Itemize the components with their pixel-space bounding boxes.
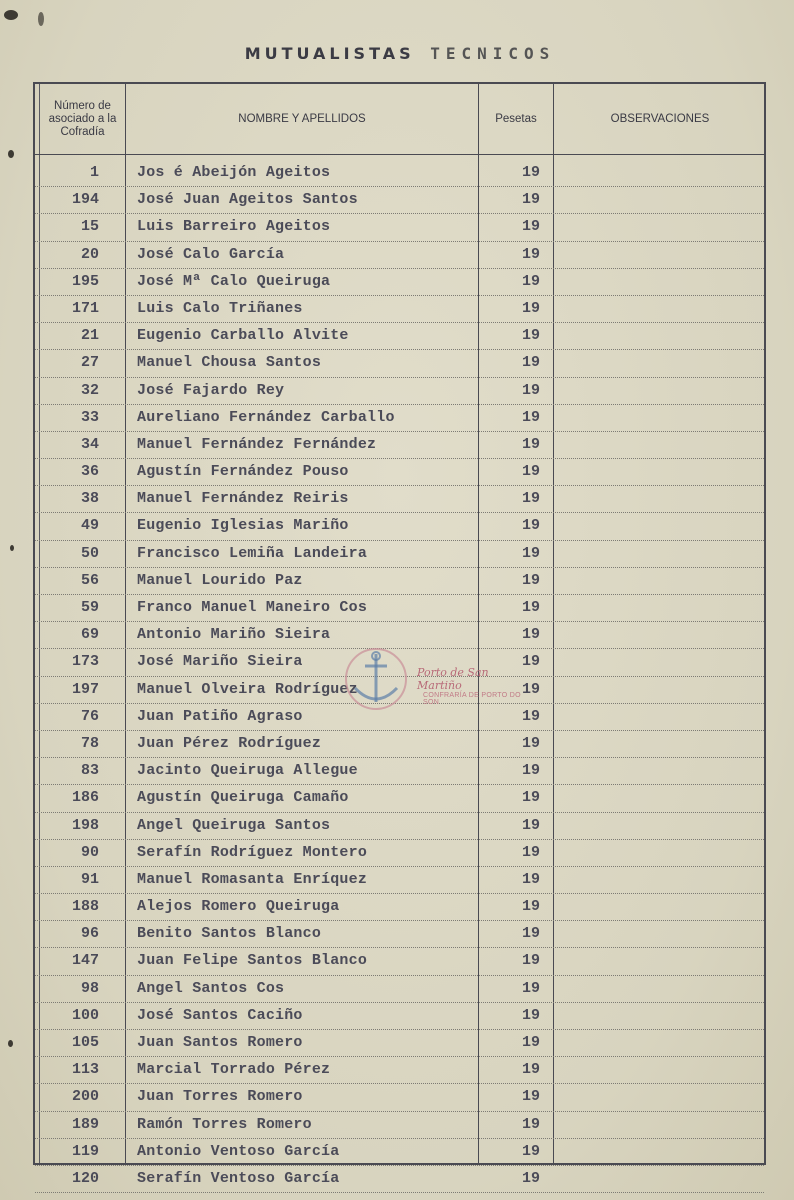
row-pesetas: 19	[521, 1169, 540, 1187]
header-divider	[35, 154, 764, 155]
row-pesetas: 19	[521, 1006, 540, 1024]
table-row	[35, 459, 764, 486]
row-number: 69	[80, 626, 99, 644]
row-name: José Mª Calo Queiruga	[137, 272, 331, 290]
table-row	[35, 1112, 764, 1139]
table-row	[35, 350, 764, 377]
row-pesetas: 19	[521, 299, 540, 317]
row-number: 38	[80, 490, 99, 508]
stamp-subtext: CONFRARÍA DE PORTO DO SON	[423, 692, 521, 706]
row-pesetas: 19	[521, 354, 540, 372]
row-pesetas: 19	[521, 571, 540, 589]
row-pesetas: 19	[521, 925, 540, 943]
row-name: Manuel Lourido Paz	[137, 571, 303, 589]
row-name: Jos é Abeijón Ageitos	[137, 164, 331, 181]
row-number: 197	[71, 680, 99, 698]
row-name: Angel Queiruga Santos	[137, 816, 331, 834]
row-pesetas: 19	[521, 164, 540, 181]
table-row	[35, 323, 764, 350]
table-row	[35, 214, 764, 241]
table-row	[35, 541, 764, 568]
table-row	[35, 867, 764, 894]
table-row	[35, 894, 764, 921]
punch-mark	[8, 150, 14, 158]
row-pesetas: 19	[521, 626, 540, 644]
row-number: 120	[71, 1169, 99, 1187]
row-number: 56	[80, 571, 99, 589]
row-number: 83	[80, 762, 99, 780]
row-name: Marcial Torrado Pérez	[137, 1061, 331, 1079]
row-pesetas: 19	[521, 463, 540, 481]
row-pesetas: 19	[521, 1061, 540, 1079]
header-observaciones: OBSERVACIONES	[610, 112, 710, 125]
row-number: 173	[71, 653, 99, 671]
table-row	[35, 758, 764, 785]
row-name: Eugenio Carballo Alvite	[137, 327, 349, 345]
row-pesetas: 19	[521, 898, 540, 916]
table-row	[35, 296, 764, 323]
row-name: Agustín Fernández Pouso	[137, 463, 349, 481]
row-name: Manuel Chousa Santos	[137, 354, 322, 372]
title-typed: TECNICOS	[430, 44, 556, 63]
row-pesetas: 19	[521, 245, 540, 263]
row-name: Franco Manuel Maneiro Cos	[137, 599, 368, 616]
row-pesetas: 19	[521, 218, 540, 236]
row-pesetas: 19	[521, 870, 540, 888]
row-number: 195	[71, 272, 99, 290]
row-number: 188	[71, 898, 99, 916]
row-pesetas: 19	[521, 435, 540, 453]
row-number: 49	[80, 517, 99, 535]
row-pesetas: 19	[521, 1088, 540, 1106]
table-row	[35, 731, 764, 758]
row-name: Antonio Mariño Sieira	[137, 626, 331, 644]
row-pesetas: 19	[521, 1142, 540, 1160]
row-name: Alejos Romero Queiruga	[137, 898, 340, 916]
row-number: 200	[71, 1088, 99, 1106]
row-name: José Fajardo Rey	[137, 381, 285, 399]
table-row	[35, 160, 764, 187]
row-number: 36	[80, 463, 99, 481]
row-name: Eugenio Iglesias Mariño	[137, 517, 349, 535]
row-pesetas: 19	[521, 707, 540, 725]
row-pesetas: 19	[521, 1034, 540, 1051]
row-name: Aureliano Fernández Carballo	[137, 408, 395, 426]
stamp-text: Porto de San Martiño	[417, 666, 489, 692]
table-row	[35, 513, 764, 540]
row-pesetas: 19	[521, 816, 540, 834]
table-row	[35, 1057, 764, 1084]
row-number: 105	[71, 1034, 99, 1051]
row-number: 147	[71, 952, 99, 970]
row-number: 78	[80, 734, 99, 752]
punch-mark	[10, 545, 14, 551]
anchor-icon	[341, 644, 411, 714]
ink-stain	[38, 12, 44, 26]
institution-stamp	[341, 644, 521, 714]
table-row	[35, 432, 764, 459]
table-row	[35, 1030, 764, 1057]
row-pesetas: 19	[521, 680, 540, 698]
punch-mark	[8, 1040, 13, 1047]
row-number: 15	[80, 218, 99, 236]
row-number: 98	[80, 979, 99, 997]
row-number: 33	[80, 408, 99, 426]
row-name: Antonio Ventoso García	[137, 1142, 340, 1160]
row-number: 90	[80, 843, 99, 861]
row-number: 34	[80, 435, 99, 453]
row-number: 59	[80, 599, 99, 616]
table-row	[35, 187, 764, 214]
row-number: 189	[71, 1115, 99, 1133]
row-pesetas: 19	[521, 327, 540, 345]
row-pesetas: 19	[521, 544, 540, 562]
row-name: Agustín Queiruga Camaño	[137, 789, 349, 807]
row-name: Luis Calo Triñanes	[137, 299, 303, 317]
row-number: 76	[80, 707, 99, 725]
row-name: Angel Santos Cos	[137, 979, 285, 997]
table-row	[35, 785, 764, 812]
row-number: 20	[80, 245, 99, 263]
header-nombre: NOMBRE Y APELLIDOS	[238, 112, 366, 125]
members-table	[33, 82, 766, 1187]
row-pesetas: 19	[521, 843, 540, 861]
row-number: 100	[71, 1006, 99, 1024]
row-name: José Calo García	[137, 245, 285, 263]
table-row	[35, 976, 764, 1003]
table-row	[35, 269, 764, 296]
title-main: MUTUALISTAS	[244, 44, 415, 63]
header-pesetas: Pesetas	[495, 112, 537, 125]
table-row	[35, 378, 764, 405]
row-pesetas: 19	[521, 789, 540, 807]
page-title	[0, 44, 794, 63]
row-number: 91	[80, 870, 99, 888]
row-name: José Santos Caciño	[137, 1006, 303, 1024]
table-row	[35, 921, 764, 948]
row-number: 32	[80, 381, 99, 399]
row-pesetas: 19	[521, 1115, 540, 1133]
row-number: 1	[89, 164, 99, 181]
table-row	[35, 486, 764, 513]
row-pesetas: 19	[521, 517, 540, 535]
row-name: José Mariño Sieira	[137, 653, 303, 671]
table-row	[35, 405, 764, 432]
table-row	[35, 1139, 764, 1166]
table-row	[35, 1084, 764, 1111]
row-name: Jacinto Queiruga Allegue	[137, 762, 358, 780]
row-name: Juan Santos Romero	[137, 1034, 303, 1051]
table-row	[35, 1003, 764, 1030]
row-name: Manuel Olveira Rodríguez	[137, 680, 358, 698]
row-name: Juan Torres Romero	[137, 1088, 303, 1106]
table-row	[35, 1166, 764, 1193]
row-name: Benito Santos Blanco	[137, 925, 322, 943]
row-number: 96	[80, 925, 99, 943]
row-name: Juan Pérez Rodríguez	[137, 734, 322, 752]
row-name: Ramón Torres Romero	[137, 1115, 312, 1133]
row-number: 119	[71, 1142, 99, 1160]
table-row	[35, 840, 764, 867]
row-name: Luis Barreiro Ageitos	[137, 218, 331, 236]
row-pesetas: 19	[521, 979, 540, 997]
row-number: 194	[71, 191, 99, 209]
row-name: Juan Felipe Santos Blanco	[137, 952, 368, 970]
row-pesetas: 19	[521, 272, 540, 290]
row-number: 27	[80, 354, 99, 372]
row-name: Juan Patiño Agraso	[137, 707, 303, 725]
row-number: 198	[71, 816, 99, 834]
row-pesetas: 19	[521, 762, 540, 780]
row-number: 50	[80, 544, 99, 562]
table-row	[35, 813, 764, 840]
row-pesetas: 19	[521, 952, 540, 970]
table-row	[35, 595, 764, 622]
table-row	[35, 242, 764, 269]
row-name: José Juan Ageitos Santos	[137, 191, 358, 209]
ink-stain	[4, 10, 18, 20]
row-name: Serafín Rodríguez Montero	[137, 843, 368, 861]
row-pesetas: 19	[521, 408, 540, 426]
row-number: 186	[71, 789, 99, 807]
row-name: Francisco Lemiña Landeira	[137, 544, 368, 562]
row-pesetas: 19	[521, 653, 540, 671]
row-number: 113	[71, 1061, 99, 1079]
row-name: Manuel Romasanta Enríquez	[137, 870, 368, 888]
row-number: 171	[71, 299, 99, 317]
row-pesetas: 19	[521, 191, 540, 209]
row-name: Serafín Ventoso García	[137, 1169, 340, 1187]
table-row	[35, 948, 764, 975]
row-pesetas: 19	[521, 734, 540, 752]
table-row	[35, 568, 764, 595]
row-name: Manuel Fernández Reiris	[137, 490, 349, 508]
header-numero: Número de asociado a la Cofradía	[48, 99, 117, 138]
row-number: 21	[80, 327, 99, 345]
row-pesetas: 19	[521, 599, 540, 616]
row-pesetas: 19	[521, 381, 540, 399]
row-pesetas: 19	[521, 490, 540, 508]
row-name: Manuel Fernández Fernández	[137, 435, 377, 453]
